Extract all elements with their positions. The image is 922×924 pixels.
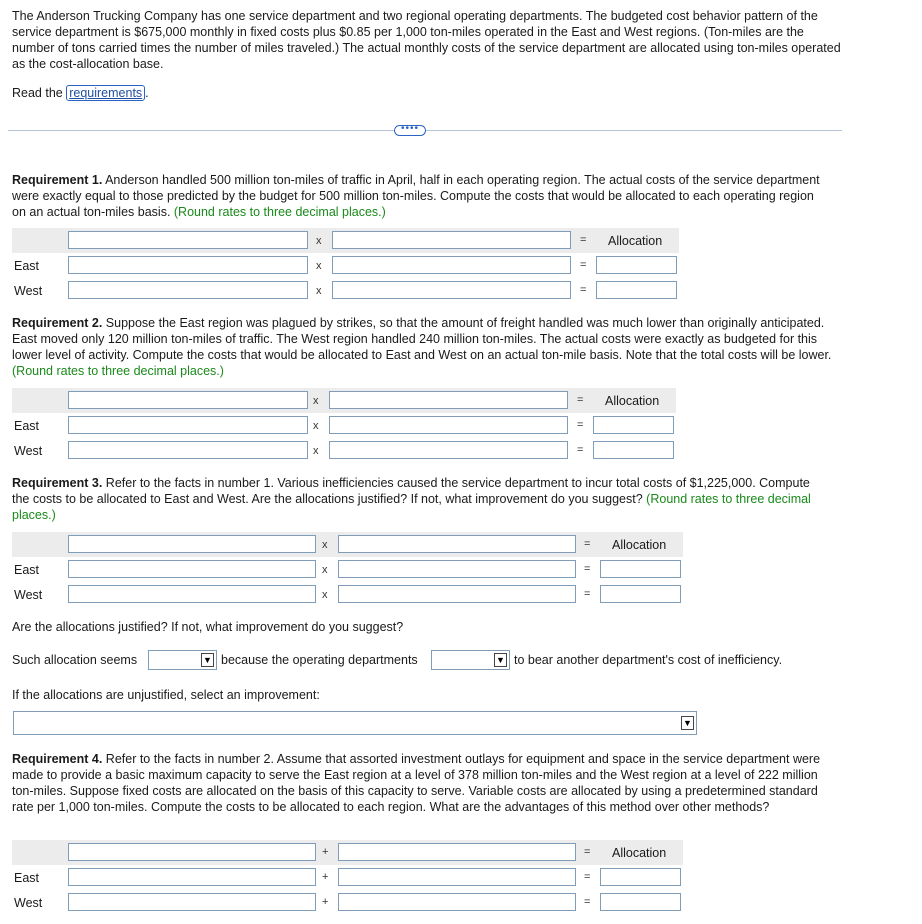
req3-header-equals: =	[584, 538, 591, 550]
req2-title: Requirement 2.	[12, 316, 103, 330]
req3-header-right-input[interactable]	[338, 535, 576, 553]
req2-west-rate-input[interactable]	[329, 441, 568, 459]
req2-header-right-input[interactable]	[329, 391, 568, 409]
req2-east-times: x	[313, 420, 319, 432]
req1-east-equals: =	[580, 259, 587, 271]
req2-west-base-input[interactable]	[68, 441, 308, 459]
req3-west-equals: =	[584, 588, 591, 600]
req4-west-plus: +	[322, 896, 329, 908]
req4-west-label: West	[14, 896, 43, 910]
req4-east-equals: =	[584, 871, 591, 883]
req1-east-rate-input[interactable]	[332, 256, 571, 274]
req4-west-equals: =	[584, 896, 591, 908]
req4-text	[12, 751, 827, 815]
requirements-link[interactable]: requirements	[66, 85, 145, 101]
req2-header-times: x	[313, 395, 319, 407]
req2-east-base-input[interactable]	[68, 416, 308, 434]
req1-header-left-input[interactable]	[68, 231, 308, 249]
req1-east-allocation-input[interactable]	[596, 256, 677, 274]
req2-east-allocation-input[interactable]	[593, 416, 674, 434]
req4-header-equals: =	[584, 846, 591, 858]
req1-west-equals: =	[580, 284, 587, 296]
expand-button[interactable]: ••••	[394, 125, 426, 136]
justified-dropdown[interactable]	[148, 650, 217, 670]
req3-west-label: West	[14, 588, 43, 602]
req2-hint: (Round rates to three decimal places.)	[12, 364, 224, 378]
req3-west-base-input[interactable]	[68, 585, 316, 603]
req4-allocation-header: Allocation	[612, 846, 667, 860]
req2-header-equals: =	[577, 394, 584, 406]
req2-header-left-input[interactable]	[68, 391, 308, 409]
req3-text	[12, 475, 827, 523]
req1-header-equals: =	[580, 234, 587, 246]
req3-sentence-c: to bear another department's cost of inefficiency.	[514, 653, 783, 667]
req2-west-equals: =	[577, 444, 584, 456]
req3-east-base-input[interactable]	[68, 560, 316, 578]
req1-east-label: East	[14, 259, 40, 273]
req4-east-variable-input[interactable]	[338, 868, 576, 886]
req1-header-times: x	[316, 235, 322, 247]
req3-question: Are the allocations justified? If not, what improvement do you suggest?	[12, 620, 404, 634]
req1-west-times: x	[316, 285, 322, 297]
req4-body: Refer to the facts in number 2. Assume that assorted investment outlays for equipment and space in the service department were made to provide a basic maximum capacity to serve the East region at a level of 378 million ton-miles and the West region at a level of 222 million ton-miles. Suppose fixed costs are allocated on the basis of this capacity to serve. Variable costs are allocated by using a predetermined standard rate per 1,000 ton-miles. Compute the costs to be allocated to each region. What are the advantages of this method over other methods?	[12, 752, 821, 814]
req1-allocation-header: Allocation	[608, 234, 663, 248]
req3-sentence-b: because the operating departments	[221, 653, 418, 667]
req3-body: Refer to the facts in number 1. Various inefficiencies caused the service department to incur total costs of $1,225,000. Compute the costs to be allocated to East and West. Are the allocations justified? If not, what improvement do you suggest?	[12, 476, 810, 506]
req3-east-times: x	[322, 564, 328, 576]
req1-hint: (Round rates to three decimal places.)	[173, 205, 386, 219]
req1-west-label: West	[14, 284, 43, 298]
req1-title: Requirement 1.	[12, 173, 103, 187]
intro-text: The Anderson Trucking Company has one service department and two regional operating departments. The budgeted cost behavior pattern of the service department is $675,000 monthly in fixed costs plus $0.85 per 1,000 ton-miles operated in the East and West regions. (Ton-miles are the number of tons carried times the number of miles traveled.) The actual monthly costs of the service department are allocated using ton-miles operated as the cost-allocation base.	[12, 9, 841, 71]
req2-east-equals: =	[577, 419, 584, 431]
req1-header-right-input[interactable]	[332, 231, 571, 249]
req3-west-rate-input[interactable]	[338, 585, 576, 603]
req2-west-label: West	[14, 444, 43, 458]
req1-west-rate-input[interactable]	[332, 281, 571, 299]
req2-text	[12, 315, 832, 379]
req4-east-plus: +	[322, 871, 329, 883]
req3-title: Requirement 3.	[12, 476, 103, 490]
req4-east-allocation-input[interactable]	[600, 868, 681, 886]
read-suffix: .	[145, 86, 149, 100]
req2-west-times: x	[313, 445, 319, 457]
req4-west-allocation-input[interactable]	[600, 893, 681, 911]
req1-text	[12, 172, 830, 220]
req3-hint: (Round rates to three decimal places.)	[12, 492, 811, 522]
req3-west-times: x	[322, 589, 328, 601]
chevron-down-icon: ▼	[494, 653, 507, 667]
req3-east-label: East	[14, 563, 40, 577]
req3-east-rate-input[interactable]	[338, 560, 576, 578]
departments-dropdown[interactable]	[431, 650, 510, 670]
req4-header-plus: +	[322, 846, 329, 858]
read-prefix: Read the	[12, 86, 63, 100]
req2-allocation-header: Allocation	[605, 394, 660, 408]
req1-body: Anderson handled 500 million ton-miles of traffic in April, half in each operating region. The actual costs of the service department were exactly equal to those predicted by the budget for 500 million ton-miles. Compute the costs that would be allocated to each operating region on an actual ton-miles basis.	[12, 173, 820, 219]
req4-header-right-input[interactable]	[338, 843, 576, 861]
req3-east-equals: =	[584, 563, 591, 575]
req4-east-fixed-input[interactable]	[68, 868, 316, 886]
req2-east-rate-input[interactable]	[329, 416, 568, 434]
req3-west-allocation-input[interactable]	[600, 585, 681, 603]
req1-west-allocation-input[interactable]	[596, 281, 677, 299]
req4-west-fixed-input[interactable]	[68, 893, 316, 911]
req1-west-base-input[interactable]	[68, 281, 308, 299]
req4-east-label: East	[14, 871, 40, 885]
req3-improve-prompt: If the allocations are unjustified, select an improvement:	[12, 688, 320, 702]
req2-east-label: East	[14, 419, 40, 433]
req3-east-allocation-input[interactable]	[600, 560, 681, 578]
req1-east-times: x	[316, 260, 322, 272]
chevron-down-icon: ▼	[681, 716, 694, 730]
req4-title: Requirement 4.	[12, 752, 103, 766]
req3-allocation-header: Allocation	[612, 538, 667, 552]
req1-east-base-input[interactable]	[68, 256, 308, 274]
req2-body: Suppose the East region was plagued by strikes, so that the amount of freight handled was much lower than originally anticipated. East moved only 120 million ton-miles of traffic. The West region handled 240 million ton-miles. The actual costs were exactly as budgeted for this lower level of activity. Compute the costs that would be allocated to East and West on an actual ton-mile basis. Note that the total costs will be lower.	[12, 316, 832, 362]
req4-west-variable-input[interactable]	[338, 893, 576, 911]
read-requirements-line	[12, 85, 149, 101]
chevron-down-icon: ▼	[201, 653, 214, 667]
req3-sentence-a: Such allocation seems	[12, 653, 138, 667]
req3-header-times: x	[322, 539, 328, 551]
improvement-dropdown[interactable]	[13, 711, 697, 735]
req4-header-left-input[interactable]	[68, 843, 316, 861]
req3-header-left-input[interactable]	[68, 535, 316, 553]
req2-west-allocation-input[interactable]	[593, 441, 674, 459]
